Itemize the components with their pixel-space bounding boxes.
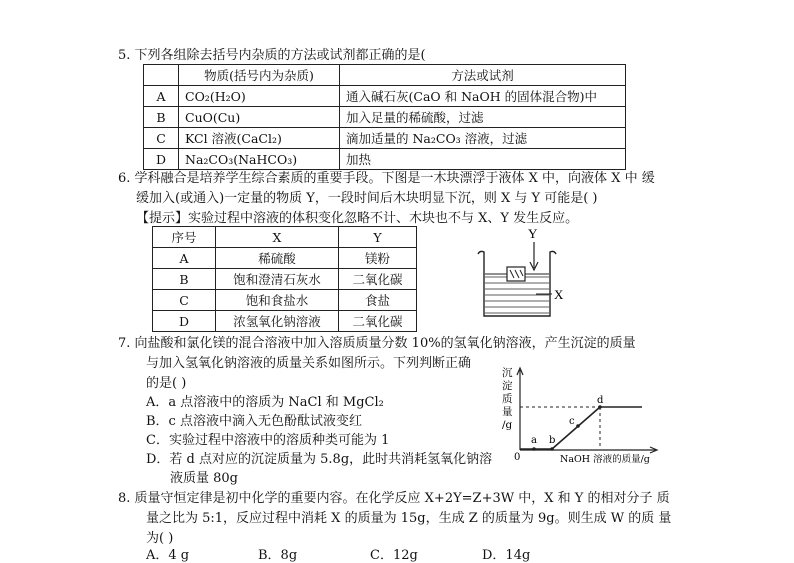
table-cell: 稀硫酸 [216, 248, 339, 269]
point-c [576, 424, 580, 428]
table-cell: D [153, 311, 216, 332]
table-cell: D [144, 149, 179, 170]
table-cell: 滴加适量的 Na₂CO₃ 溶液，过滤 [340, 128, 626, 149]
q6-hint: 【提示】实验过程中溶液的体积变化忽略不计、木块也不与 X、Y 发生反应。 [136, 211, 579, 226]
table-cell: A [144, 86, 179, 107]
q5-stem: 5. 下列各组除去括号内杂质的方法或试剂都正确的是( [118, 48, 426, 63]
table-cell: B [144, 107, 179, 128]
table-row [144, 65, 626, 86]
label-c: c [569, 416, 575, 427]
table-row [144, 128, 626, 149]
table-cell: 浓氢氧化钠溶液 [216, 311, 339, 332]
q6-stem-line1: 6. 学科融合是培养学生综合素质的重要手段。下图是一木块漂浮于液体 X 中，向液体 X 中 缓 [118, 171, 655, 186]
q6-table [152, 226, 417, 332]
q8-line2: 量之比为 5:1，反应过程中消耗 X 的质量为 15g，生成 Z 的质量为 9g。则生成 W 的质 量 [146, 511, 672, 526]
label-d: d [597, 395, 604, 406]
ylabel: 沉 淀 质 量 /g [502, 367, 513, 431]
table-cell: Na₂CO₃(NaHCO₃) [179, 149, 340, 170]
table-header: 序号 [153, 227, 216, 248]
q7-line1: 7. 向盐酸和氯化镁的混合溶液中加入溶质质量分数 10%的氢氧化钠溶液，产生沉淀的质量 [118, 336, 636, 351]
q6-stem-line2: 缓加入(或通入)一定量的物质 Y，一段时间后木块明显下沉，则 X 与 Y 可能是( ) [136, 191, 598, 206]
table-row [144, 107, 626, 128]
table-header: 方法或试剂 [340, 65, 626, 86]
table-row [153, 290, 417, 311]
q7-option-c: C．实验过程中溶液中的溶质种类可能为 1 [146, 433, 390, 448]
q7-option-b: B．c 点溶液中滴入无色酚酞试液变红 [146, 414, 362, 429]
table-header: Y [339, 227, 417, 248]
table-cell: 镁粉 [339, 248, 417, 269]
label-a: a [531, 435, 537, 446]
table-cell: 二氧化碳 [339, 269, 417, 290]
table-cell: 饱和食盐水 [216, 290, 339, 311]
precipitate-graph [494, 362, 674, 472]
origin-label: 0 [514, 452, 521, 463]
beaker-figure [470, 226, 580, 326]
table-cell: A [153, 248, 216, 269]
table-cell: 饱和澄清石灰水 [216, 269, 339, 290]
q8-option-b: B．8g [258, 548, 298, 563]
rising-segment [552, 407, 600, 449]
table-row [153, 269, 417, 290]
table-cell: 通入碱石灰(CaO 和 NaOH 的固体混合物)中 [340, 86, 626, 107]
q8-line1: 8. 质量守恒定律是初中化学的重要内容。在化学反应 X+2Y=Z+3W 中，X 和 Y 的相对分子 质 [118, 491, 670, 506]
q8-option-a: A．4 g [146, 548, 190, 563]
table-row [153, 311, 417, 332]
table-cell: CuO(Cu) [179, 107, 340, 128]
table-cell: CO₂(H₂O) [179, 86, 340, 107]
table-cell: C [153, 290, 216, 311]
q8-option-d: D．14g [482, 548, 531, 563]
q7-line2: 与加入氢氧化钠溶液的质量关系如图所示。下列判断正确 [146, 356, 472, 371]
q8-option-c: C．12g [370, 548, 418, 563]
q7-option-a: A．a 点溶液中的溶质为 NaCl 和 MgCl₂ [146, 395, 384, 410]
label-x: X [554, 287, 564, 302]
table-cell: 二氧化碳 [339, 311, 417, 332]
table-row [144, 86, 626, 107]
table-header: 物质(括号内为杂质) [179, 65, 340, 86]
table-cell: 食盐 [339, 290, 417, 311]
table-cell: 加热 [340, 149, 626, 170]
q7-option-d-cont: 液质量 80g [170, 471, 238, 486]
q7-option-d: D．若 d 点对应的沉淀质量为 5.8g，此时共消耗氢氧化钠溶 [146, 452, 493, 467]
point-a [532, 447, 536, 451]
label-y: Y [528, 226, 538, 241]
table-row [153, 248, 417, 269]
table-header: X [216, 227, 339, 248]
table-cell: KCl 溶液(CaCl₂) [179, 128, 340, 149]
table-cell: C [144, 128, 179, 149]
point-b [550, 447, 554, 451]
table-header-blank [144, 65, 179, 86]
q7-line3: 的是( ) [146, 376, 187, 391]
xlabel: NaOH 溶液的质量/g [560, 454, 650, 465]
label-b: b [549, 435, 556, 446]
table-cell: B [153, 269, 216, 290]
q5-table [143, 64, 626, 170]
q8-line3: 为( ) [146, 531, 174, 546]
table-row [153, 227, 417, 248]
table-cell: 加入足量的稀硫酸，过滤 [340, 107, 626, 128]
